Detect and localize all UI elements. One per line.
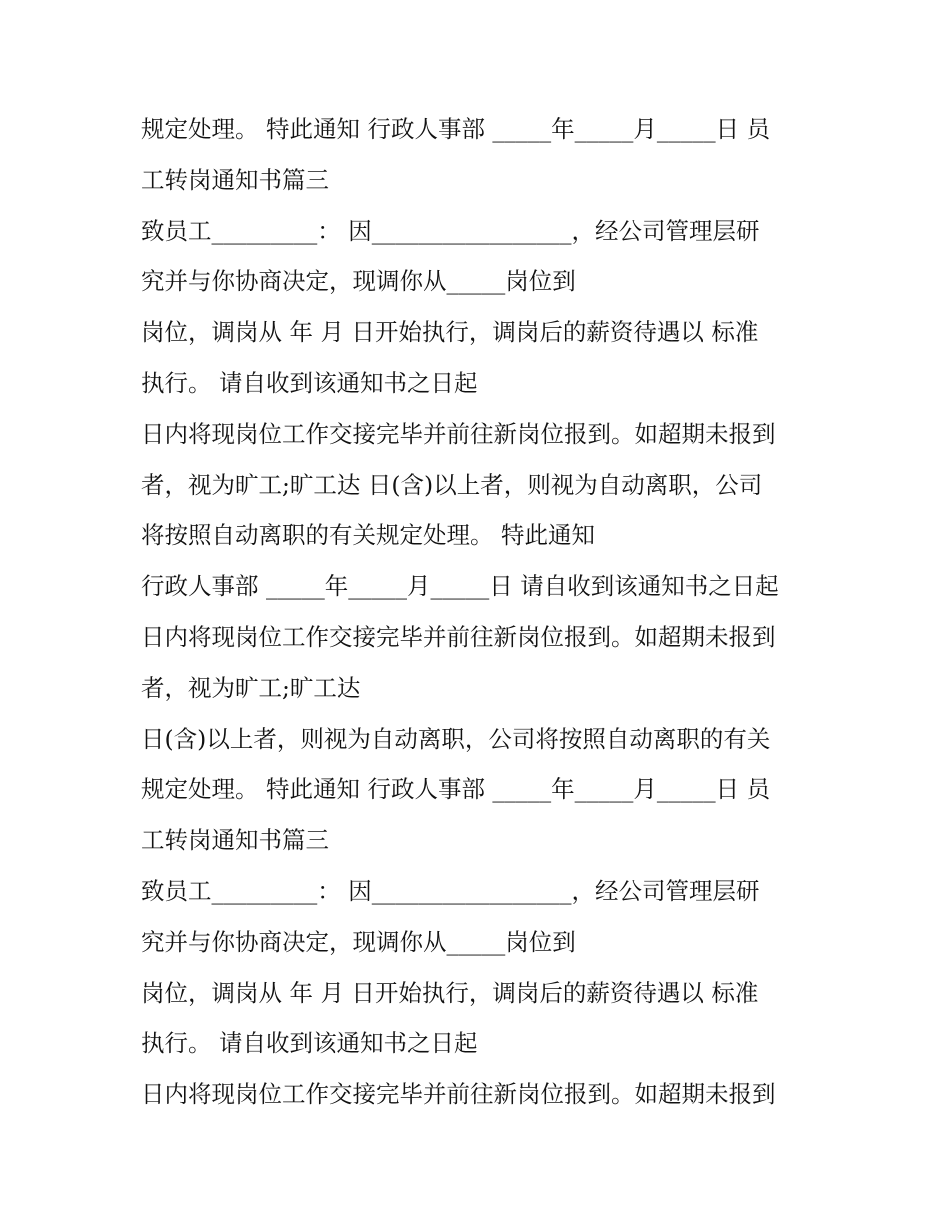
text-line: 岗位，调岗从 年 月 日开始执行，调岗后的薪资待遇以 标准 [141,318,759,347]
document-body [141,104,831,1120]
text-line: 者，视为旷工;旷工达 日(含)以上者，则视为自动离职，公司 [141,470,763,499]
text-line: 行政人事部 _____年_____月_____日 请自收到该通知书之日起 [141,572,779,601]
text-line: 执行。 请自收到该通知书之日起 [141,1029,478,1058]
text-line: 致员工_________： 因_________________，经公司管理层研 [141,876,760,905]
text-line: 工转岗通知书篇三 [141,826,329,855]
text-line: 日内将现岗位工作交接完毕并前往新岗位报到。如超期未报到 [141,622,776,651]
text-line: 究并与你协商决定，现调你从_____岗位到 [141,927,576,956]
text-line: 究并与你协商决定，现调你从_____岗位到 [141,267,576,296]
text-line: 日(含)以上者，则视为自动离职，公司将按照自动离职的有关 [141,724,771,753]
text-line: 规定处理。 特此通知 行政人事部 _____年_____月_____日 员 [141,115,771,143]
text-line: 岗位，调岗从 年 月 日开始执行，调岗后的薪资待遇以 标准 [141,978,759,1007]
text-line: 执行。 请自收到该通知书之日起 [141,368,478,397]
text-line: 者，视为旷工;旷工达 [141,673,361,702]
text-line: 工转岗通知书篇三 [141,165,329,194]
text-line: 致员工_________： 因_________________，经公司管理层研 [141,216,760,245]
text-line: 日内将现岗位工作交接完毕并前往新岗位报到。如超期未报到 [141,419,776,448]
text-line: 日内将现岗位工作交接完毕并前往新岗位报到。如超期未报到 [141,1080,776,1109]
text-line: 规定处理。 特此通知 行政人事部 _____年_____月_____日 员 [141,775,771,804]
text-line: 将按照自动离职的有关规定处理。 特此通知 [141,521,595,550]
